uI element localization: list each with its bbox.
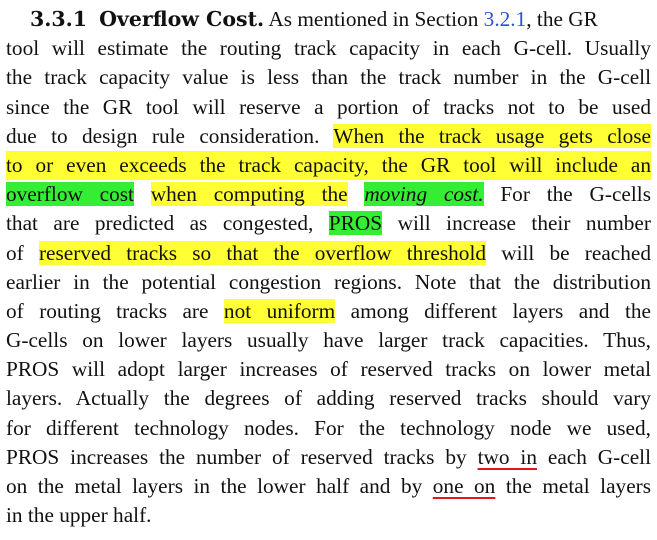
text-segment: PROS increases the number of reserved tracks by	[6, 444, 467, 469]
text-segment: will be reached	[501, 240, 652, 265]
red-underline: one on	[432, 474, 496, 498]
paragraph-line-12: G-cells on lower layers usually have larger track capacities. Thus,	[6, 328, 651, 353]
paper-paragraph	[6, 5, 651, 530]
text-segment: of	[6, 240, 24, 265]
highlight-green: PROS	[328, 211, 383, 236]
highlight-yellow: not uniform	[223, 298, 336, 323]
text-segment: of routing tracks are	[6, 298, 209, 323]
paragraph-line-8	[6, 209, 651, 238]
paragraph-line-2: tool will estimate the routing track capacity in each G-cell. Usually	[6, 36, 651, 61]
highlight-green-italic: moving cost.	[364, 182, 484, 207]
text-segment: , the GR	[526, 7, 598, 31]
text-segment: the metal layers	[505, 474, 652, 498]
text-segment: will increase their number	[397, 211, 651, 236]
paragraph-line-17	[6, 472, 651, 501]
paragraph-line-13: PROS will adopt larger increases of reserved tracks on lower metal	[6, 357, 651, 382]
paragraph-line-3: the track capacity value is less than the track number in the G-cell	[6, 65, 651, 90]
highlight-yellow: when computing the	[150, 182, 348, 207]
section-number: 3.3.1	[30, 7, 88, 31]
paragraph-line-5	[6, 122, 651, 151]
paragraph-line-9	[6, 239, 651, 268]
highlight-yellow: When the track usage gets close	[333, 123, 651, 148]
text-segment: on the metal layers in the lower half and by	[6, 474, 423, 498]
highlight-green: overflow cost	[6, 182, 134, 207]
paragraph-line-16	[6, 443, 651, 472]
text-segment: As mentioned in Section	[268, 7, 479, 31]
paragraph-line-6: to or even exceeds the track capacity, the GR tool will include an	[6, 151, 651, 180]
text-segment: each G-cell	[547, 444, 652, 469]
text-segment: For the G-cells	[500, 182, 652, 207]
paragraph-line-7	[6, 180, 651, 209]
paragraph-line-15: for different technology nodes. For the technology node we used,	[6, 415, 651, 440]
paragraph-line-10: earlier in the potential congestion regions. Note that the distribution	[6, 269, 651, 294]
paragraph-line-11	[6, 297, 651, 326]
paragraph-line-4: since the GR tool will reserve a portion of tracks not to be used	[6, 94, 651, 119]
text-segment: among different layers and the	[350, 298, 651, 323]
paragraph-line-18: in the upper half.	[6, 503, 152, 528]
section-reference-link[interactable]: 3.2.1	[483, 7, 527, 31]
section-title: Overflow Cost.	[99, 7, 265, 31]
paragraph-line-14: layers. Actually the degrees of adding reserved tracks should vary	[6, 386, 651, 411]
text-segment: due to design rule consideration.	[6, 123, 320, 148]
text-segment: that are predicted as congested,	[6, 211, 314, 236]
paragraph-line-1	[6, 5, 651, 34]
red-underline: two in	[477, 444, 537, 469]
highlight-yellow: reserved tracks so that the overflow threshold	[38, 240, 487, 265]
